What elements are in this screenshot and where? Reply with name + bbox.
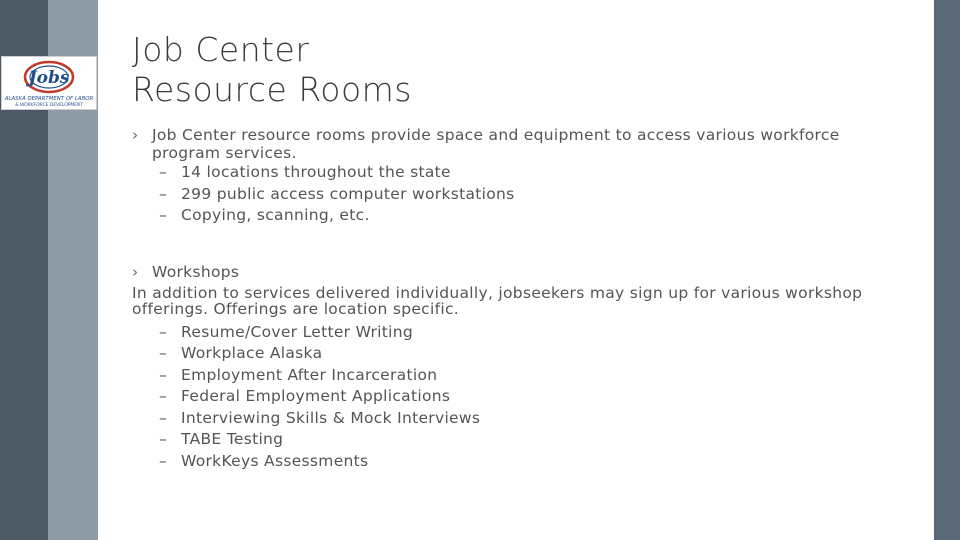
list-item-text: Interviewing Skills & Mock Interviews <box>181 408 481 427</box>
title-line-2: Resource Rooms <box>132 70 412 109</box>
list-item <box>132 184 872 206</box>
title-line-1: Job Center <box>132 30 310 69</box>
dash-marker: – <box>159 387 168 405</box>
list-item <box>132 429 872 451</box>
list-item-text: 299 public access computer workstations <box>181 184 515 203</box>
list-item-text: 14 locations throughout the state <box>181 163 451 181</box>
dash-marker: – <box>159 206 168 224</box>
bullet-marker: › <box>132 126 139 144</box>
workshop-list <box>132 322 872 473</box>
list-item <box>132 365 872 387</box>
svg-text:& WORKFORCE DEVELOPMENT: & WORKFORCE DEVELOPMENT <box>15 103 83 108</box>
dash-marker: – <box>159 184 168 203</box>
jobs-logo <box>1 56 97 110</box>
dash-marker: – <box>159 322 168 341</box>
dash-marker: – <box>159 163 168 181</box>
bullet-text: Job Center resource rooms provide space and equipment to access various workforce program services. <box>152 126 840 162</box>
list-item <box>132 451 872 473</box>
svg-text:ALASKA DEPARTMENT OF LABOR: ALASKA DEPARTMENT OF LABOR <box>4 96 94 102</box>
svg-text:Jobs: Jobs <box>28 68 70 88</box>
dash-marker: – <box>159 365 168 384</box>
dash-marker: – <box>159 344 168 362</box>
list-item-text: WorkKeys Assessments <box>181 451 369 470</box>
list-item-text: Employment After Incarceration <box>181 365 438 384</box>
bullet-resource-rooms <box>132 126 872 162</box>
list-item <box>132 162 872 184</box>
list-item-text: Workplace Alaska <box>181 344 323 362</box>
bullet-workshops <box>132 263 872 281</box>
list-item <box>132 408 872 430</box>
slide-body <box>132 126 872 472</box>
list-item <box>132 343 872 365</box>
list-item <box>132 205 872 227</box>
dash-marker: – <box>159 408 168 427</box>
resource-room-list <box>132 162 872 227</box>
list-item-text: Federal Employment Applications <box>181 387 451 405</box>
bullet-text: Workshops <box>152 262 240 281</box>
list-item-text: Copying, scanning, etc. <box>181 206 370 224</box>
right-accent-strip <box>934 0 960 540</box>
slide-title <box>132 30 412 110</box>
list-item-text: TABE Testing <box>181 430 284 448</box>
list-item-text: Resume/Cover Letter Writing <box>181 322 414 341</box>
list-item <box>132 322 872 344</box>
dash-marker: – <box>159 430 168 448</box>
bullet-marker: › <box>132 262 139 281</box>
list-item <box>132 386 872 408</box>
workshops-intro: In addition to services delivered individually, jobseekers may sign up for various workshop offerings. Offerings are location specific. <box>132 283 863 318</box>
dash-marker: – <box>159 451 168 470</box>
